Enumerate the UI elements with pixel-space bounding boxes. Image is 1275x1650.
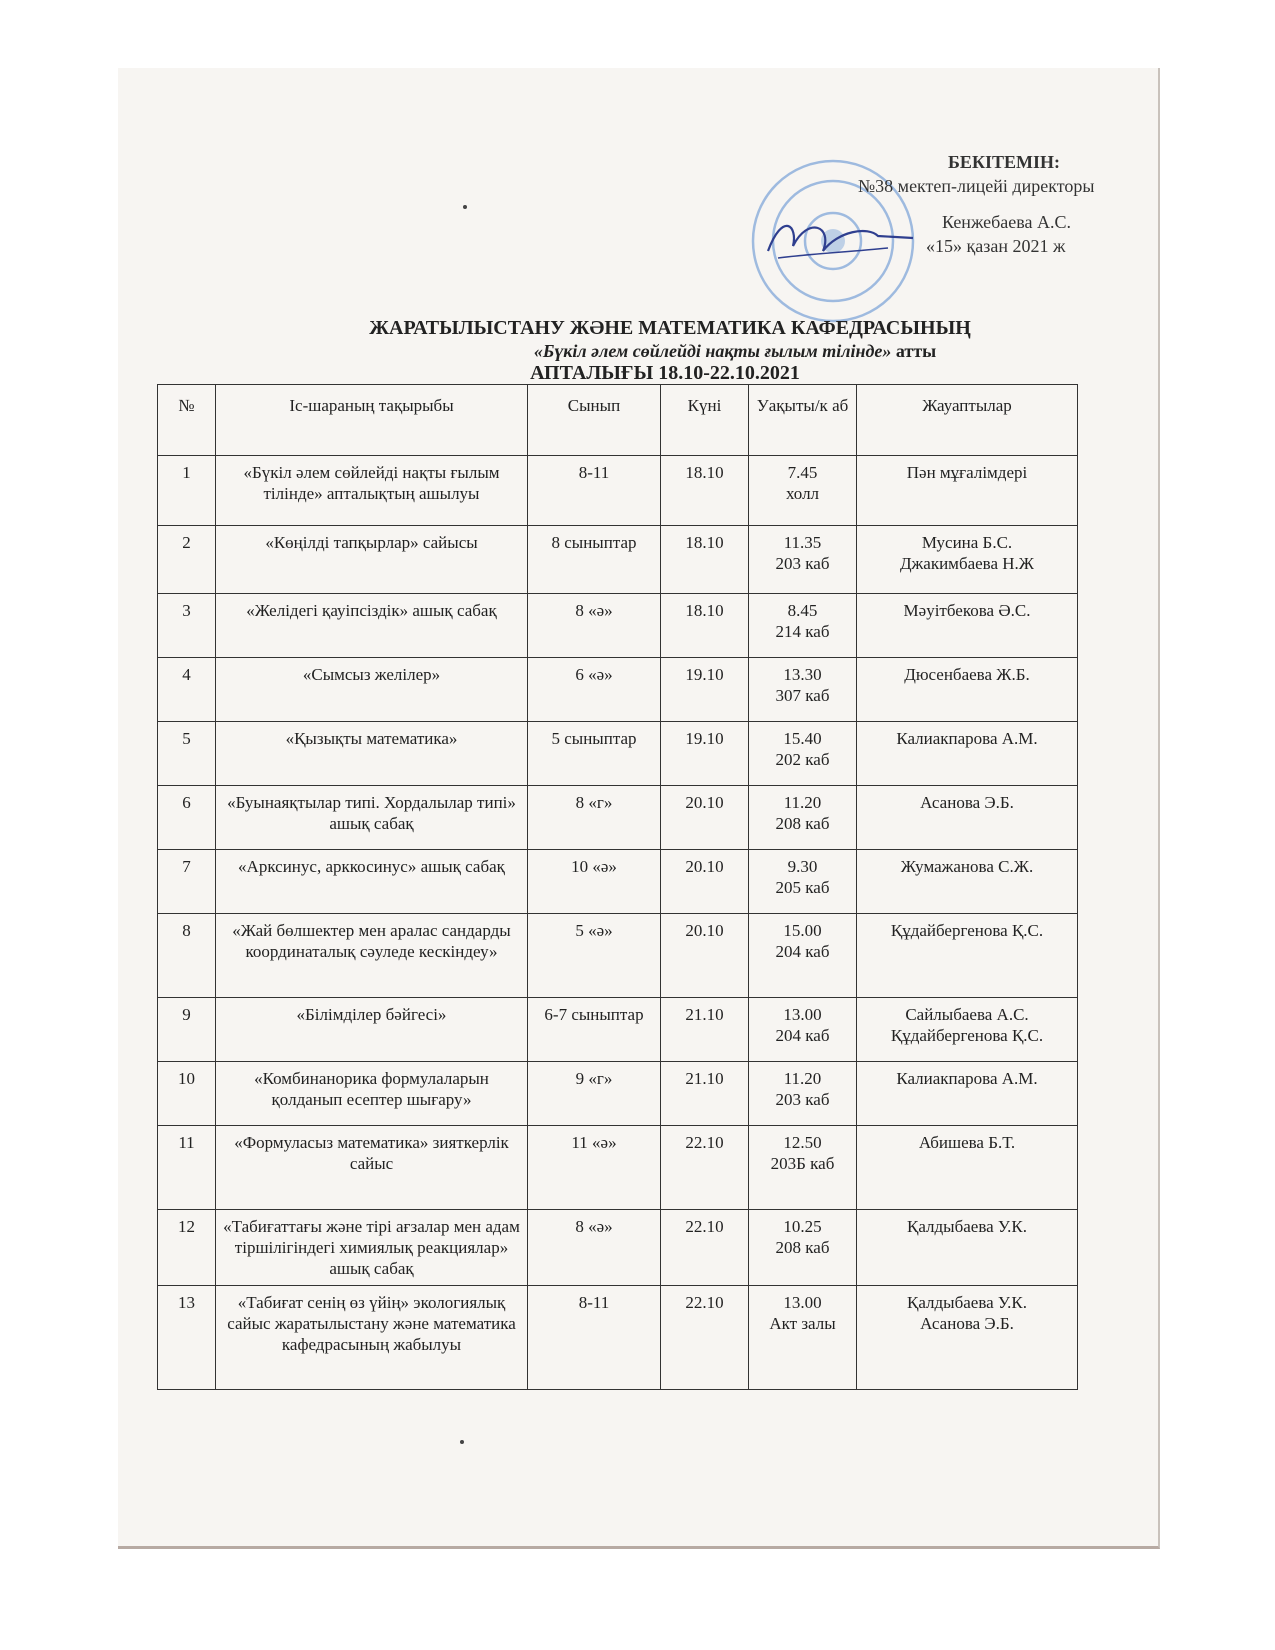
cell-time (749, 1126, 857, 1210)
speck (460, 1440, 464, 1444)
cell-responsible (857, 914, 1078, 998)
responsible-person: Калиакпарова А.М. (896, 729, 1038, 748)
header-class: Сынып (528, 385, 661, 456)
room-value: 208 каб (775, 1238, 830, 1257)
cell-topic: «Табиғаттағы және тірі ағзалар мен адам тіршілігіндегі химиялық реакциялар» ашық сабақ (216, 1210, 528, 1286)
cell-class: 10 «ә» (528, 850, 661, 914)
time-value: 13.30 (783, 665, 822, 684)
room-value: 203 каб (775, 554, 830, 573)
cell-topic: «Көңілді тапқырлар» сайысы (216, 526, 528, 594)
time-value: 8.45 (787, 601, 818, 620)
responsible-person: Мусина Б.С. (921, 533, 1013, 552)
responsible-person: Асанова Э.Б. (920, 1314, 1014, 1333)
table-row (158, 850, 1078, 914)
time-value: 11.20 (783, 793, 822, 812)
responsible-person: Қалдыбаева У.К. (906, 1293, 1028, 1312)
cell-day: 19.10 (661, 722, 749, 786)
title-event-name: «Бүкіл әлем сөйлейді нақты ғылым тілінде» (533, 341, 892, 361)
table-row (158, 1210, 1078, 1286)
cell-class: 8 сыныптар (528, 526, 661, 594)
responsible-person: Асанова Э.Б. (920, 793, 1014, 812)
cell-responsible (857, 456, 1078, 526)
time-value: 10.25 (783, 1217, 822, 1236)
cell-day: 18.10 (661, 594, 749, 658)
responsible-person: Жумажанова С.Ж. (900, 857, 1034, 876)
table-row (158, 722, 1078, 786)
room-value: 208 каб (775, 814, 830, 833)
time-value: 11.35 (783, 533, 822, 552)
approval-name: Кенжебаева А.С. (942, 212, 1072, 232)
cell-number: 6 (158, 786, 216, 850)
cell-time (749, 1062, 857, 1126)
time-value: 11.20 (783, 1069, 822, 1088)
table-header-row (158, 385, 1078, 456)
time-value: 7.45 (787, 463, 818, 482)
cell-number: 7 (158, 850, 216, 914)
responsible-person: Мәуітбекова Ә.С. (903, 601, 1031, 620)
cell-class: 6-7 сыныптар (528, 998, 661, 1062)
cell-time (749, 722, 857, 786)
responsible-person: Құдайбергенова Қ.С. (890, 1026, 1044, 1045)
cell-responsible (857, 998, 1078, 1062)
table-row (158, 1286, 1078, 1390)
room-value: 214 каб (775, 622, 830, 641)
cell-responsible (857, 1210, 1078, 1286)
cell-topic: «Табиғат сенің өз үйің» экологиялық сайыс жаратылыстану және математика кафедрасының жабылуы (216, 1286, 528, 1390)
room-value: Акт залы (769, 1314, 836, 1333)
cell-responsible (857, 1062, 1078, 1126)
cell-topic: «Қызықты математика» (216, 722, 528, 786)
cell-time (749, 1210, 857, 1286)
room-value: 307 каб (775, 686, 830, 705)
table-row (158, 526, 1078, 594)
cell-number: 8 (158, 914, 216, 998)
room-value: холл (785, 484, 820, 503)
time-value: 12.50 (783, 1133, 822, 1152)
header-number: № (158, 385, 216, 456)
cell-day: 21.10 (661, 1062, 749, 1126)
cell-day: 20.10 (661, 850, 749, 914)
room-value: 205 каб (775, 878, 830, 897)
time-value: 9.30 (787, 857, 818, 876)
cell-responsible (857, 526, 1078, 594)
cell-day: 22.10 (661, 1286, 749, 1390)
table-row (158, 658, 1078, 722)
cell-class: 6 «ә» (528, 658, 661, 722)
cell-time (749, 1286, 857, 1390)
time-value: 13.00 (783, 1005, 822, 1024)
cell-class: 8-11 (528, 1286, 661, 1390)
cell-class: 5 сыныптар (528, 722, 661, 786)
cell-time (749, 786, 857, 850)
cell-class: 11 «ә» (528, 1126, 661, 1210)
cell-topic: «Комбинанорика формулаларын қолданып есептер шығару» (216, 1062, 528, 1126)
cell-number: 12 (158, 1210, 216, 1286)
cell-time (749, 850, 857, 914)
approval-date: «15» қазан 2021 ж (926, 236, 1066, 256)
room-value: 202 каб (775, 750, 830, 769)
cell-number: 5 (158, 722, 216, 786)
cell-topic: «Жай бөлшектер мен аралас сандарды координаталық сәуледе кескіндеу» (216, 914, 528, 998)
time-value: 15.00 (783, 921, 822, 940)
header-time: Уақыты/к аб (749, 385, 857, 456)
cell-time (749, 658, 857, 722)
responsible-person: Дюсенбаева Ж.Б. (904, 665, 1030, 684)
cell-number: 13 (158, 1286, 216, 1390)
cell-class: 8 «г» (528, 786, 661, 850)
approval-block (858, 150, 1200, 258)
header-topic: Іс-шараның тақырыбы (216, 385, 528, 456)
time-value: 13.00 (783, 1293, 822, 1312)
table-row (158, 786, 1078, 850)
cell-day: 22.10 (661, 1126, 749, 1210)
cell-day: 22.10 (661, 1210, 749, 1286)
table-row (158, 914, 1078, 998)
cell-time (749, 526, 857, 594)
document-title (270, 316, 1070, 384)
table-row (158, 998, 1078, 1062)
cell-number: 4 (158, 658, 216, 722)
header-responsible: Жауаптылар (857, 385, 1078, 456)
table-row (158, 1062, 1078, 1126)
cell-responsible (857, 786, 1078, 850)
cell-number: 1 (158, 456, 216, 526)
cell-topic: «Білімділер бәйгесі» (216, 998, 528, 1062)
table-row (158, 594, 1078, 658)
cell-time (749, 998, 857, 1062)
cell-number: 2 (158, 526, 216, 594)
title-line-3: АПТАЛЫҒЫ 18.10-22.10.2021 (530, 362, 800, 384)
room-value: 204 каб (775, 1026, 830, 1045)
title-line-2 (400, 340, 1070, 362)
speck (463, 205, 467, 209)
header-day: Күні (661, 385, 749, 456)
cell-day: 18.10 (661, 456, 749, 526)
cell-class: 8 «ә» (528, 594, 661, 658)
cell-time (749, 456, 857, 526)
responsible-person: Калиакпарова А.М. (896, 1069, 1038, 1088)
cell-time (749, 594, 857, 658)
responsible-person: Қалдыбаева У.К. (906, 1217, 1028, 1236)
cell-number: 10 (158, 1062, 216, 1126)
cell-responsible (857, 594, 1078, 658)
cell-number: 11 (158, 1126, 216, 1210)
responsible-person: Құдайбергенова Қ.С. (890, 921, 1044, 940)
cell-class: 5 «ә» (528, 914, 661, 998)
cell-day: 21.10 (661, 998, 749, 1062)
responsible-person: Сайлыбаева А.С. (905, 1005, 1029, 1024)
responsible-person: Пән мұғалімдері (906, 463, 1028, 482)
title-line-1: ЖАРАТЫЛЫСТАНУ ЖӘНЕ МАТЕМАТИКА КАФЕДРАСЫНЫҢ (369, 317, 971, 339)
cell-responsible (857, 722, 1078, 786)
cell-number: 3 (158, 594, 216, 658)
cell-class: 9 «г» (528, 1062, 661, 1126)
approval-heading: БЕКІТЕМІН: (948, 152, 1060, 172)
cell-responsible (857, 1126, 1078, 1210)
cell-class: 8 «ә» (528, 1210, 661, 1286)
cell-day: 19.10 (661, 658, 749, 722)
table-row (158, 456, 1078, 526)
cell-responsible (857, 850, 1078, 914)
table-row (158, 1126, 1078, 1210)
responsible-person: Джакимбаева Н.Ж (899, 554, 1035, 573)
cell-topic: «Буынаяқтылар типі. Хордалылар типі» ашық сабақ (216, 786, 528, 850)
room-value: 203Б каб (770, 1154, 835, 1173)
cell-topic: «Бүкіл әлем сөйлейді нақты ғылым тілінде» апталықтың ашылуы (216, 456, 528, 526)
cell-responsible (857, 1286, 1078, 1390)
schedule-table (157, 384, 1078, 1390)
cell-responsible (857, 658, 1078, 722)
cell-topic: «Сымсыз желілер» (216, 658, 528, 722)
cell-topic: «Формуласыз математика» зияткерлік сайыс (216, 1126, 528, 1210)
responsible-person: Абишева Б.Т. (918, 1133, 1016, 1152)
cell-day: 18.10 (661, 526, 749, 594)
title-line-2-suffix: атты (891, 341, 937, 361)
cell-day: 20.10 (661, 786, 749, 850)
cell-number: 9 (158, 998, 216, 1062)
cell-day: 20.10 (661, 914, 749, 998)
approval-director: №38 мектеп-лицейі директоры (858, 176, 1095, 196)
cell-topic: «Арксинус, арккосинус» ашық сабақ (216, 850, 528, 914)
time-value: 15.40 (783, 729, 822, 748)
room-value: 204 каб (775, 942, 830, 961)
cell-time (749, 914, 857, 998)
room-value: 203 каб (775, 1090, 830, 1109)
cell-class: 8-11 (528, 456, 661, 526)
cell-topic: «Желідегі қауіпсіздік» ашық сабақ (216, 594, 528, 658)
